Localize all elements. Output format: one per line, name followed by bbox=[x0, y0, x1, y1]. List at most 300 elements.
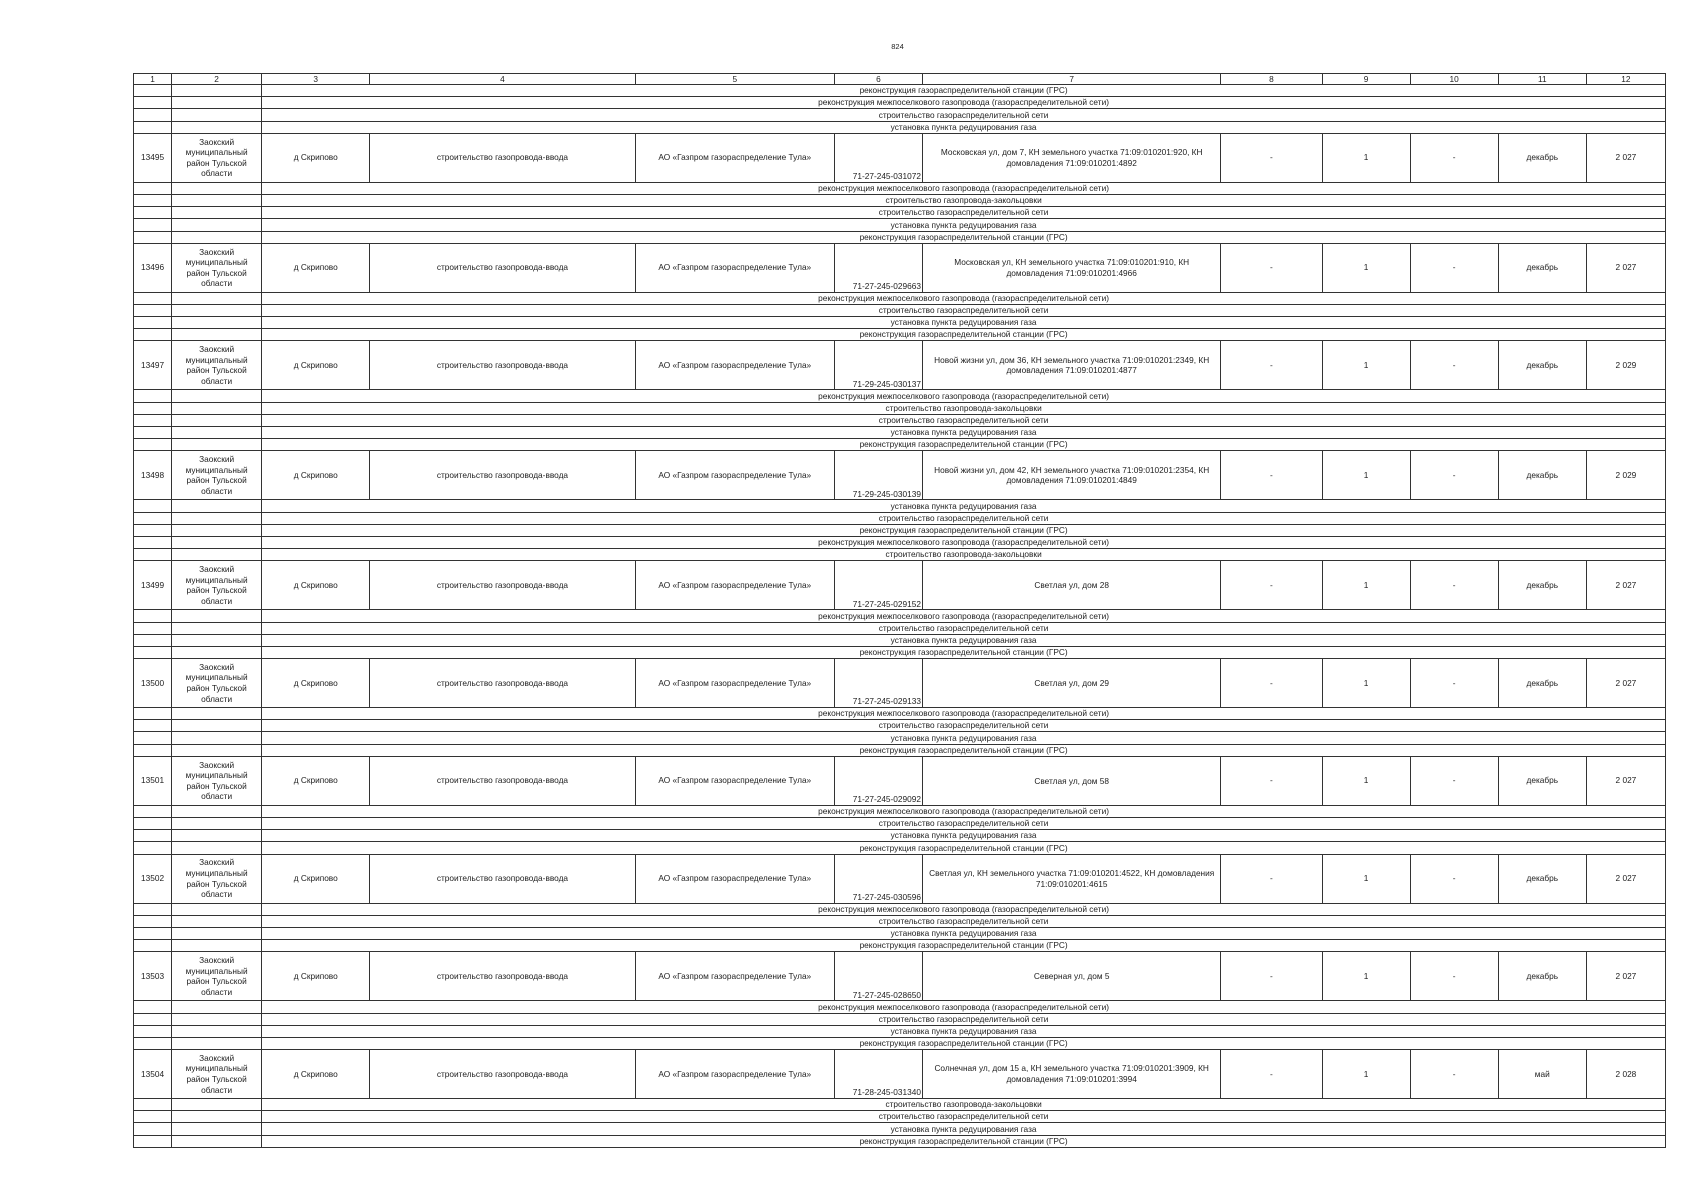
sub-work-label: установка пункта редуцирования газа bbox=[262, 1025, 1666, 1037]
year-cell: 2 029 bbox=[1586, 341, 1665, 390]
empty-cell bbox=[172, 512, 262, 524]
empty-cell bbox=[134, 231, 172, 243]
year-cell: 2 027 bbox=[1586, 854, 1665, 903]
year-cell: 2 027 bbox=[1586, 756, 1665, 805]
sub-work-row bbox=[134, 622, 1666, 634]
village-cell: д Скрипово bbox=[262, 561, 370, 610]
header-cell: 4 bbox=[370, 74, 635, 85]
empty-cell bbox=[134, 524, 172, 536]
empty-cell bbox=[134, 390, 172, 402]
record-number: 13495 bbox=[134, 133, 172, 182]
object-code-cell: 71-29-245-030137 bbox=[834, 341, 922, 390]
empty-cell bbox=[172, 329, 262, 341]
empty-cell bbox=[134, 500, 172, 512]
empty-cell bbox=[134, 903, 172, 915]
record-number: 13503 bbox=[134, 952, 172, 1001]
sub-work-row bbox=[134, 927, 1666, 939]
sub-work-label: установка пункта редуцирования газа bbox=[262, 634, 1666, 646]
sub-work-label: реконструкция межпоселкового газопровода (газораспределительной сети) bbox=[262, 610, 1666, 622]
sub-work-row bbox=[134, 500, 1666, 512]
empty-cell bbox=[172, 732, 262, 744]
empty-cell bbox=[134, 818, 172, 830]
header-cell: 8 bbox=[1221, 74, 1322, 85]
col8-cell: - bbox=[1221, 341, 1322, 390]
col8-cell: - bbox=[1221, 243, 1322, 292]
sub-work-label: реконструкция газораспределительной станции (ГРС) bbox=[262, 524, 1666, 536]
empty-cell bbox=[134, 512, 172, 524]
object-code-cell: 71-27-245-029133 bbox=[834, 659, 922, 708]
sub-work-label: установка пункта редуцирования газа bbox=[262, 732, 1666, 744]
village-cell: д Скрипово bbox=[262, 756, 370, 805]
sub-work-row bbox=[134, 219, 1666, 231]
header-cell: 9 bbox=[1322, 74, 1410, 85]
sub-work-row bbox=[134, 1099, 1666, 1111]
organization-cell: АО «Газпром газораспределение Тула» bbox=[635, 243, 834, 292]
address-cell: Новой жизни ул, дом 42, КН земельного участка 71:09:010201:2354, КН домовладения 71:09:010201:4849 bbox=[923, 451, 1221, 500]
sub-work-label: реконструкция межпоселкового газопровода (газораспределительной сети) bbox=[262, 97, 1666, 109]
sub-work-row bbox=[134, 720, 1666, 732]
village-cell: д Скрипово bbox=[262, 243, 370, 292]
sub-work-row bbox=[134, 940, 1666, 952]
sub-work-label: реконструкция газораспределительной станции (ГРС) bbox=[262, 940, 1666, 952]
empty-cell bbox=[134, 402, 172, 414]
record-number: 13502 bbox=[134, 854, 172, 903]
empty-cell bbox=[172, 194, 262, 206]
empty-cell bbox=[134, 708, 172, 720]
empty-cell bbox=[134, 439, 172, 451]
empty-cell bbox=[172, 402, 262, 414]
sub-work-row bbox=[134, 317, 1666, 329]
work-type-cell: строительство газопровода-ввода bbox=[370, 243, 635, 292]
header-cell: 6 bbox=[834, 74, 922, 85]
gas-works-table bbox=[133, 73, 1666, 1148]
col8-cell: - bbox=[1221, 659, 1322, 708]
sub-work-label: реконструкция межпоселкового газопровода (газораспределительной сети) bbox=[262, 292, 1666, 304]
empty-cell bbox=[134, 940, 172, 952]
col9-cell: 1 bbox=[1322, 1050, 1410, 1099]
empty-cell bbox=[172, 1111, 262, 1123]
col8-cell: - bbox=[1221, 561, 1322, 610]
record-row bbox=[134, 341, 1666, 390]
sub-work-row bbox=[134, 231, 1666, 243]
col10-cell: - bbox=[1410, 854, 1498, 903]
record-row bbox=[134, 1050, 1666, 1099]
sub-work-row bbox=[134, 915, 1666, 927]
header-cell: 7 bbox=[923, 74, 1221, 85]
empty-cell bbox=[172, 536, 262, 548]
sub-work-row bbox=[134, 121, 1666, 133]
empty-cell bbox=[134, 194, 172, 206]
sub-work-label: строительство газораспределительной сети bbox=[262, 720, 1666, 732]
month-cell: декабрь bbox=[1498, 561, 1586, 610]
sub-work-row bbox=[134, 536, 1666, 548]
empty-cell bbox=[134, 805, 172, 817]
village-cell: д Скрипово bbox=[262, 659, 370, 708]
col8-cell: - bbox=[1221, 854, 1322, 903]
record-number: 13501 bbox=[134, 756, 172, 805]
col10-cell: - bbox=[1410, 561, 1498, 610]
object-code-cell: 71-27-245-030596 bbox=[834, 854, 922, 903]
object-code-cell: 71-29-245-030139 bbox=[834, 451, 922, 500]
sub-work-row bbox=[134, 109, 1666, 121]
sub-work-label: установка пункта редуцирования газа bbox=[262, 927, 1666, 939]
sub-work-row bbox=[134, 646, 1666, 658]
object-code-cell: 71-27-245-029092 bbox=[834, 756, 922, 805]
sub-work-label: строительство газораспределительной сети bbox=[262, 304, 1666, 316]
sub-work-label: строительство газопровода-закольцовки bbox=[262, 194, 1666, 206]
empty-cell bbox=[172, 1013, 262, 1025]
empty-cell bbox=[134, 329, 172, 341]
sub-work-label: строительство газораспределительной сети bbox=[262, 622, 1666, 634]
sub-work-label: реконструкция межпоселкового газопровода (газораспределительной сети) bbox=[262, 1001, 1666, 1013]
sub-work-label: реконструкция газораспределительной станции (ГРС) bbox=[262, 1135, 1666, 1147]
sub-work-row bbox=[134, 97, 1666, 109]
address-cell: Солнечная ул, дом 15 а, КН земельного участка 71:09:010201:3909, КН домовладения 71:09:010201:3994 bbox=[923, 1050, 1221, 1099]
empty-cell bbox=[172, 1037, 262, 1049]
empty-cell bbox=[172, 1135, 262, 1147]
district-cell: Заокский муниципальный район Тульской области bbox=[172, 854, 262, 903]
empty-cell bbox=[172, 1123, 262, 1135]
village-cell: д Скрипово bbox=[262, 341, 370, 390]
sub-work-row bbox=[134, 427, 1666, 439]
empty-cell bbox=[134, 915, 172, 927]
sub-work-label: реконструкция газораспределительной станции (ГРС) bbox=[262, 646, 1666, 658]
district-cell: Заокский муниципальный район Тульской области bbox=[172, 341, 262, 390]
sub-work-label: реконструкция межпоселкового газопровода (газораспределительной сети) bbox=[262, 390, 1666, 402]
record-number: 13499 bbox=[134, 561, 172, 610]
sub-work-row bbox=[134, 194, 1666, 206]
record-number: 13498 bbox=[134, 451, 172, 500]
record-row bbox=[134, 952, 1666, 1001]
district-cell: Заокский муниципальный район Тульской области bbox=[172, 1050, 262, 1099]
sub-work-label: реконструкция газораспределительной станции (ГРС) bbox=[262, 231, 1666, 243]
organization-cell: АО «Газпром газораспределение Тула» bbox=[635, 756, 834, 805]
sub-work-label: реконструкция межпоселкового газопровода (газораспределительной сети) bbox=[262, 903, 1666, 915]
object-code-cell: 71-28-245-031340 bbox=[834, 1050, 922, 1099]
sub-work-label: реконструкция межпоселкового газопровода (газораспределительной сети) bbox=[262, 536, 1666, 548]
table-body bbox=[134, 74, 1666, 1148]
record-row bbox=[134, 561, 1666, 610]
record-row bbox=[134, 756, 1666, 805]
sub-work-row bbox=[134, 292, 1666, 304]
empty-cell bbox=[134, 109, 172, 121]
month-cell: декабрь bbox=[1498, 133, 1586, 182]
sub-work-row bbox=[134, 329, 1666, 341]
sub-work-row bbox=[134, 85, 1666, 97]
district-cell: Заокский муниципальный район Тульской области bbox=[172, 243, 262, 292]
col9-cell: 1 bbox=[1322, 659, 1410, 708]
empty-cell bbox=[172, 207, 262, 219]
sub-work-row bbox=[134, 830, 1666, 842]
empty-cell bbox=[134, 622, 172, 634]
header-cell: 1 bbox=[134, 74, 172, 85]
sub-work-row bbox=[134, 524, 1666, 536]
address-cell: Светлая ул, дом 29 bbox=[923, 659, 1221, 708]
sub-work-row bbox=[134, 182, 1666, 194]
organization-cell: АО «Газпром газораспределение Тула» bbox=[635, 451, 834, 500]
month-cell: декабрь bbox=[1498, 243, 1586, 292]
month-cell: декабрь bbox=[1498, 451, 1586, 500]
record-row bbox=[134, 243, 1666, 292]
col8-cell: - bbox=[1221, 133, 1322, 182]
col9-cell: 1 bbox=[1322, 341, 1410, 390]
month-cell: декабрь bbox=[1498, 341, 1586, 390]
year-cell: 2 027 bbox=[1586, 133, 1665, 182]
sub-work-row bbox=[134, 402, 1666, 414]
empty-cell bbox=[134, 304, 172, 316]
empty-cell bbox=[172, 549, 262, 561]
empty-cell bbox=[172, 317, 262, 329]
empty-cell bbox=[134, 549, 172, 561]
sub-work-row bbox=[134, 390, 1666, 402]
sub-work-label: установка пункта редуцирования газа bbox=[262, 1123, 1666, 1135]
empty-cell bbox=[172, 744, 262, 756]
sub-work-label: строительство газопровода-закольцовки bbox=[262, 402, 1666, 414]
sub-work-label: установка пункта редуцирования газа bbox=[262, 830, 1666, 842]
empty-cell bbox=[134, 1025, 172, 1037]
sub-work-row bbox=[134, 1123, 1666, 1135]
empty-cell bbox=[172, 427, 262, 439]
empty-cell bbox=[134, 1001, 172, 1013]
organization-cell: АО «Газпром газораспределение Тула» bbox=[635, 561, 834, 610]
work-type-cell: строительство газопровода-ввода bbox=[370, 133, 635, 182]
header-cell: 10 bbox=[1410, 74, 1498, 85]
month-cell: декабрь bbox=[1498, 756, 1586, 805]
sub-work-row bbox=[134, 610, 1666, 622]
district-cell: Заокский муниципальный район Тульской области bbox=[172, 451, 262, 500]
empty-cell bbox=[134, 720, 172, 732]
empty-cell bbox=[172, 219, 262, 231]
col10-cell: - bbox=[1410, 341, 1498, 390]
object-code-cell: 71-27-245-031072 bbox=[834, 133, 922, 182]
year-cell: 2 029 bbox=[1586, 451, 1665, 500]
sub-work-label: установка пункта редуцирования газа bbox=[262, 427, 1666, 439]
sub-work-label: установка пункта редуцирования газа bbox=[262, 121, 1666, 133]
month-cell: май bbox=[1498, 1050, 1586, 1099]
sub-work-row bbox=[134, 1111, 1666, 1123]
work-type-cell: строительство газопровода-ввода bbox=[370, 341, 635, 390]
col8-cell: - bbox=[1221, 756, 1322, 805]
empty-cell bbox=[134, 292, 172, 304]
empty-cell bbox=[172, 500, 262, 512]
sub-work-label: строительство газораспределительной сети bbox=[262, 109, 1666, 121]
empty-cell bbox=[172, 610, 262, 622]
empty-cell bbox=[172, 109, 262, 121]
sub-work-label: строительство газораспределительной сети bbox=[262, 915, 1666, 927]
empty-cell bbox=[172, 622, 262, 634]
empty-cell bbox=[172, 646, 262, 658]
empty-cell bbox=[172, 927, 262, 939]
sub-work-row bbox=[134, 1001, 1666, 1013]
sub-work-row bbox=[134, 732, 1666, 744]
sub-work-label: реконструкция газораспределительной станции (ГРС) bbox=[262, 1037, 1666, 1049]
address-cell: Светлая ул, дом 58 bbox=[923, 756, 1221, 805]
record-row bbox=[134, 451, 1666, 500]
col9-cell: 1 bbox=[1322, 133, 1410, 182]
empty-cell bbox=[172, 1099, 262, 1111]
col8-cell: - bbox=[1221, 451, 1322, 500]
sub-work-label: строительство газораспределительной сети bbox=[262, 1013, 1666, 1025]
record-number: 13497 bbox=[134, 341, 172, 390]
empty-cell bbox=[172, 708, 262, 720]
month-cell: декабрь bbox=[1498, 659, 1586, 708]
empty-cell bbox=[134, 207, 172, 219]
empty-cell bbox=[134, 536, 172, 548]
organization-cell: АО «Газпром газораспределение Тула» bbox=[635, 133, 834, 182]
empty-cell bbox=[134, 97, 172, 109]
work-type-cell: строительство газопровода-ввода bbox=[370, 854, 635, 903]
address-cell: Московская ул, дом 7, КН земельного участка 71:09:010201:920, КН домовладения 71:09:010201:4892 bbox=[923, 133, 1221, 182]
empty-cell bbox=[172, 292, 262, 304]
empty-cell bbox=[134, 610, 172, 622]
sub-work-label: реконструкция газораспределительной станции (ГРС) bbox=[262, 85, 1666, 97]
sub-work-row bbox=[134, 414, 1666, 426]
sub-work-row bbox=[134, 744, 1666, 756]
empty-cell bbox=[172, 182, 262, 194]
work-type-cell: строительство газопровода-ввода bbox=[370, 756, 635, 805]
month-cell: декабрь bbox=[1498, 854, 1586, 903]
sub-work-label: установка пункта редуцирования газа bbox=[262, 219, 1666, 231]
sub-work-row bbox=[134, 1025, 1666, 1037]
header-row bbox=[134, 74, 1666, 85]
empty-cell bbox=[172, 940, 262, 952]
empty-cell bbox=[172, 842, 262, 854]
empty-cell bbox=[172, 97, 262, 109]
work-type-cell: строительство газопровода-ввода bbox=[370, 1050, 635, 1099]
empty-cell bbox=[172, 439, 262, 451]
work-type-cell: строительство газопровода-ввода bbox=[370, 561, 635, 610]
sub-work-row bbox=[134, 439, 1666, 451]
sub-work-row bbox=[134, 549, 1666, 561]
sub-work-label: реконструкция газораспределительной станции (ГРС) bbox=[262, 842, 1666, 854]
col10-cell: - bbox=[1410, 1050, 1498, 1099]
district-cell: Заокский муниципальный район Тульской области bbox=[172, 756, 262, 805]
page-number: 824 bbox=[891, 42, 904, 51]
district-cell: Заокский муниципальный район Тульской области bbox=[172, 561, 262, 610]
sub-work-label: реконструкция газораспределительной станции (ГРС) bbox=[262, 744, 1666, 756]
sub-work-label: строительство газораспределительной сети bbox=[262, 1111, 1666, 1123]
empty-cell bbox=[134, 427, 172, 439]
empty-cell bbox=[134, 927, 172, 939]
sub-work-row bbox=[134, 512, 1666, 524]
empty-cell bbox=[172, 121, 262, 133]
sub-work-row bbox=[134, 634, 1666, 646]
empty-cell bbox=[172, 85, 262, 97]
empty-cell bbox=[134, 646, 172, 658]
empty-cell bbox=[172, 390, 262, 402]
empty-cell bbox=[134, 317, 172, 329]
sub-work-label: установка пункта редуцирования газа bbox=[262, 317, 1666, 329]
empty-cell bbox=[172, 1001, 262, 1013]
organization-cell: АО «Газпром газораспределение Тула» bbox=[635, 854, 834, 903]
col10-cell: - bbox=[1410, 756, 1498, 805]
empty-cell bbox=[134, 1013, 172, 1025]
district-cell: Заокский муниципальный район Тульской области bbox=[172, 659, 262, 708]
work-type-cell: строительство газопровода-ввода bbox=[370, 659, 635, 708]
col9-cell: 1 bbox=[1322, 561, 1410, 610]
year-cell: 2 028 bbox=[1586, 1050, 1665, 1099]
village-cell: д Скрипово bbox=[262, 952, 370, 1001]
village-cell: д Скрипово bbox=[262, 1050, 370, 1099]
empty-cell bbox=[172, 830, 262, 842]
address-cell: Новой жизни ул, дом 36, КН земельного участка 71:09:010201:2349, КН домовладения 71:09:010201:4877 bbox=[923, 341, 1221, 390]
village-cell: д Скрипово bbox=[262, 133, 370, 182]
col9-cell: 1 bbox=[1322, 854, 1410, 903]
sub-work-row bbox=[134, 304, 1666, 316]
sub-work-label: строительство газораспределительной сети bbox=[262, 512, 1666, 524]
record-number: 13496 bbox=[134, 243, 172, 292]
village-cell: д Скрипово bbox=[262, 854, 370, 903]
sub-work-label: реконструкция газораспределительной станции (ГРС) bbox=[262, 329, 1666, 341]
col9-cell: 1 bbox=[1322, 451, 1410, 500]
col10-cell: - bbox=[1410, 451, 1498, 500]
sub-work-row bbox=[134, 842, 1666, 854]
month-cell: декабрь bbox=[1498, 952, 1586, 1001]
empty-cell bbox=[172, 1025, 262, 1037]
col10-cell: - bbox=[1410, 952, 1498, 1001]
empty-cell bbox=[134, 414, 172, 426]
sub-work-label: строительство газопровода-закольцовки bbox=[262, 549, 1666, 561]
sub-work-label: реконструкция межпоселкового газопровода (газораспределительной сети) bbox=[262, 708, 1666, 720]
sub-work-label: строительство газораспределительной сети bbox=[262, 818, 1666, 830]
organization-cell: АО «Газпром газораспределение Тула» bbox=[635, 952, 834, 1001]
address-cell: Московская ул, КН земельного участка 71:09:010201:910, КН домовладения 71:09:010201:4966 bbox=[923, 243, 1221, 292]
year-cell: 2 027 bbox=[1586, 659, 1665, 708]
header-cell: 3 bbox=[262, 74, 370, 85]
empty-cell bbox=[172, 634, 262, 646]
empty-cell bbox=[134, 842, 172, 854]
year-cell: 2 027 bbox=[1586, 952, 1665, 1001]
organization-cell: АО «Газпром газораспределение Тула» bbox=[635, 659, 834, 708]
empty-cell bbox=[172, 524, 262, 536]
empty-cell bbox=[134, 121, 172, 133]
object-code-cell: 71-27-245-029663 bbox=[834, 243, 922, 292]
sub-work-label: строительство газораспределительной сети bbox=[262, 207, 1666, 219]
sub-work-row bbox=[134, 708, 1666, 720]
empty-cell bbox=[134, 182, 172, 194]
col9-cell: 1 bbox=[1322, 243, 1410, 292]
empty-cell bbox=[134, 732, 172, 744]
object-code-cell: 71-27-245-028650 bbox=[834, 952, 922, 1001]
header-cell: 11 bbox=[1498, 74, 1586, 85]
header-cell: 12 bbox=[1586, 74, 1665, 85]
village-cell: д Скрипово bbox=[262, 451, 370, 500]
empty-cell bbox=[134, 1111, 172, 1123]
work-type-cell: строительство газопровода-ввода bbox=[370, 952, 635, 1001]
sub-work-label: установка пункта редуцирования газа bbox=[262, 500, 1666, 512]
header-cell: 2 bbox=[172, 74, 262, 85]
empty-cell bbox=[172, 231, 262, 243]
sub-work-label: строительство газопровода-закольцовки bbox=[262, 1099, 1666, 1111]
empty-cell bbox=[134, 744, 172, 756]
record-number: 13500 bbox=[134, 659, 172, 708]
col10-cell: - bbox=[1410, 659, 1498, 708]
col8-cell: - bbox=[1221, 952, 1322, 1001]
sub-work-row bbox=[134, 903, 1666, 915]
sub-work-row bbox=[134, 1013, 1666, 1025]
year-cell: 2 027 bbox=[1586, 243, 1665, 292]
record-number: 13504 bbox=[134, 1050, 172, 1099]
sub-work-row bbox=[134, 1037, 1666, 1049]
year-cell: 2 027 bbox=[1586, 561, 1665, 610]
col9-cell: 1 bbox=[1322, 952, 1410, 1001]
sub-work-label: реконструкция межпоселкового газопровода (газораспределительной сети) bbox=[262, 182, 1666, 194]
empty-cell bbox=[172, 818, 262, 830]
empty-cell bbox=[172, 903, 262, 915]
empty-cell bbox=[172, 414, 262, 426]
record-row bbox=[134, 133, 1666, 182]
address-cell: Северная ул, дом 5 bbox=[923, 952, 1221, 1001]
